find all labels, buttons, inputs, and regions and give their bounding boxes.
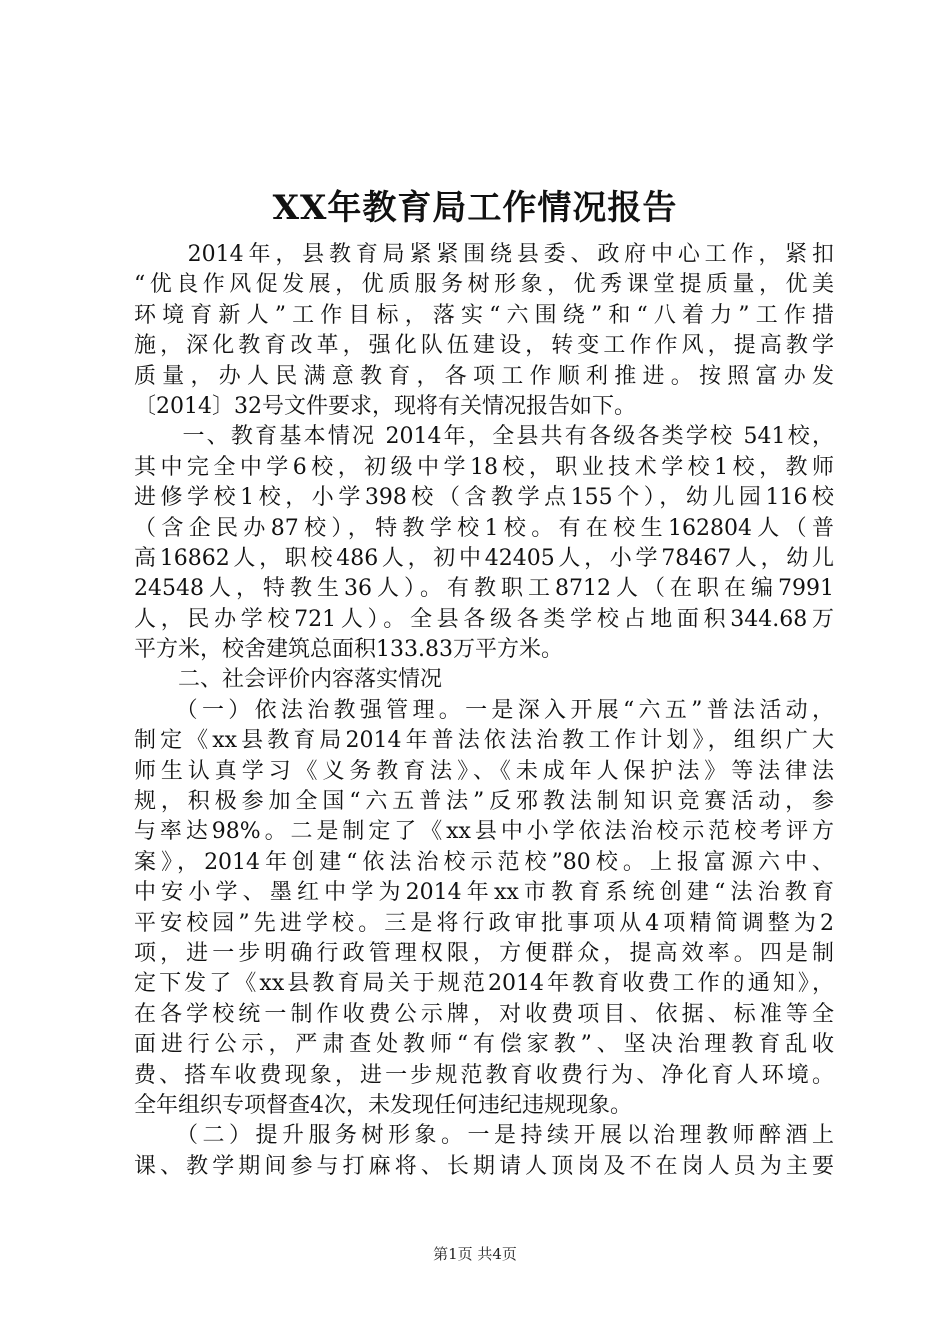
body-line: 师生认真学习《义务教育法》、《未成年人保护法》等法律法 [134, 758, 834, 784]
body-line: 进修学校1校，小学398校（含教学点155个），幼儿园116校 [134, 485, 834, 511]
page-footer: 第1页 共4页 [433, 1245, 517, 1263]
body-line: “优良作风促发展，优质服务树形象，优秀课堂提质量，优美 [134, 272, 834, 298]
body-line: 24548人，特教生36人）。有教职工8712人（在职在编7991 [134, 576, 834, 602]
body-line: 其中完全中学6校，初级中学18校，职业技术学校1校，教师 [134, 454, 834, 480]
body-line: 质量，办人民满意教育，各项工作顺利推进。按照富办发 [134, 363, 834, 389]
body-line: 平安校园”先进学校。三是将行政审批事项从4项精简调整为2 [134, 910, 834, 936]
body-line: （一）依法治教强管理。一是深入开展“六五”普法活动， [134, 697, 834, 723]
body-line: （二）提升服务树形象。一是持续开展以治理教师醉酒上 [134, 1123, 834, 1149]
body-line: 与率达98%。二是制定了《xx县中小学依法治校示范校考评方 [134, 819, 834, 845]
body-line: 案》，2014年创建“依法治校示范校”80校。上报富源六中、 [134, 849, 834, 875]
body-line: 在各学校统一制作收费公示牌，对收费项目、依据、标准等全 [134, 1001, 834, 1027]
body-line: 〔2014〕32号文件要求，现将有关情况报告如下。 [134, 393, 636, 419]
body-line: 全年组织专项督查4次，未发现任何违纪违规现象。 [134, 1092, 632, 1118]
body-line: 平方米，校舍建筑总面积133.83万平方米。 [134, 637, 563, 663]
body-line: 费、搭车收费现象，进一步规范教育收费行为、净化育人环境。 [134, 1062, 834, 1088]
body-line: 项，进一步明确行政管理权限，方便群众，提高效率。四是制 [134, 940, 834, 966]
body-line: 人，民办学校721人）。全县各级各类学校占地面积344.68万 [134, 606, 834, 632]
body-line: 高16862人，职校486人，初中42405人，小学78467人，幼儿 [134, 545, 834, 571]
body-line: 规，积极参加全国“六五普法”反邪教法制知识竞赛活动，参 [134, 789, 834, 815]
body-line: 2014年，县教育局紧紧围绕县委、政府中心工作，紧扣 [134, 242, 834, 267]
body-line: （含企民办87校），特教学校1校。有在校生162804人（普 [134, 515, 834, 541]
document-body [134, 240, 834, 1182]
body-line: 制定《xx县教育局2014年普法依法治教工作计划》，组织广大 [134, 728, 834, 754]
document-title: XX年教育局工作情况报告 [272, 188, 678, 228]
body-line: 施，深化教育改革，强化队伍建设，转变工作作风，提高教学 [134, 333, 834, 359]
body-line: 中安小学、墨红中学为2014年xx市教育系统创建“法治教育 [134, 880, 834, 906]
body-line: 面进行公示，严肃查处教师“有偿家教”、坚决治理教育乱收 [134, 1032, 834, 1058]
body-line: 定下发了《xx县教育局关于规范2014年教育收费工作的通知》， [134, 971, 834, 997]
body-line: 环境育新人”工作目标，落实“六围绕”和“八着力”工作措 [134, 302, 834, 328]
body-line: 课、教学期间参与打麻将、长期请人顶岗及不在岗人员为主要 [134, 1153, 834, 1179]
body-line: 二、社会评价内容落实情况 [134, 667, 443, 693]
body-line: 一、教育基本情况 2014年，全县共有各级各类学校 541校， [134, 424, 834, 450]
